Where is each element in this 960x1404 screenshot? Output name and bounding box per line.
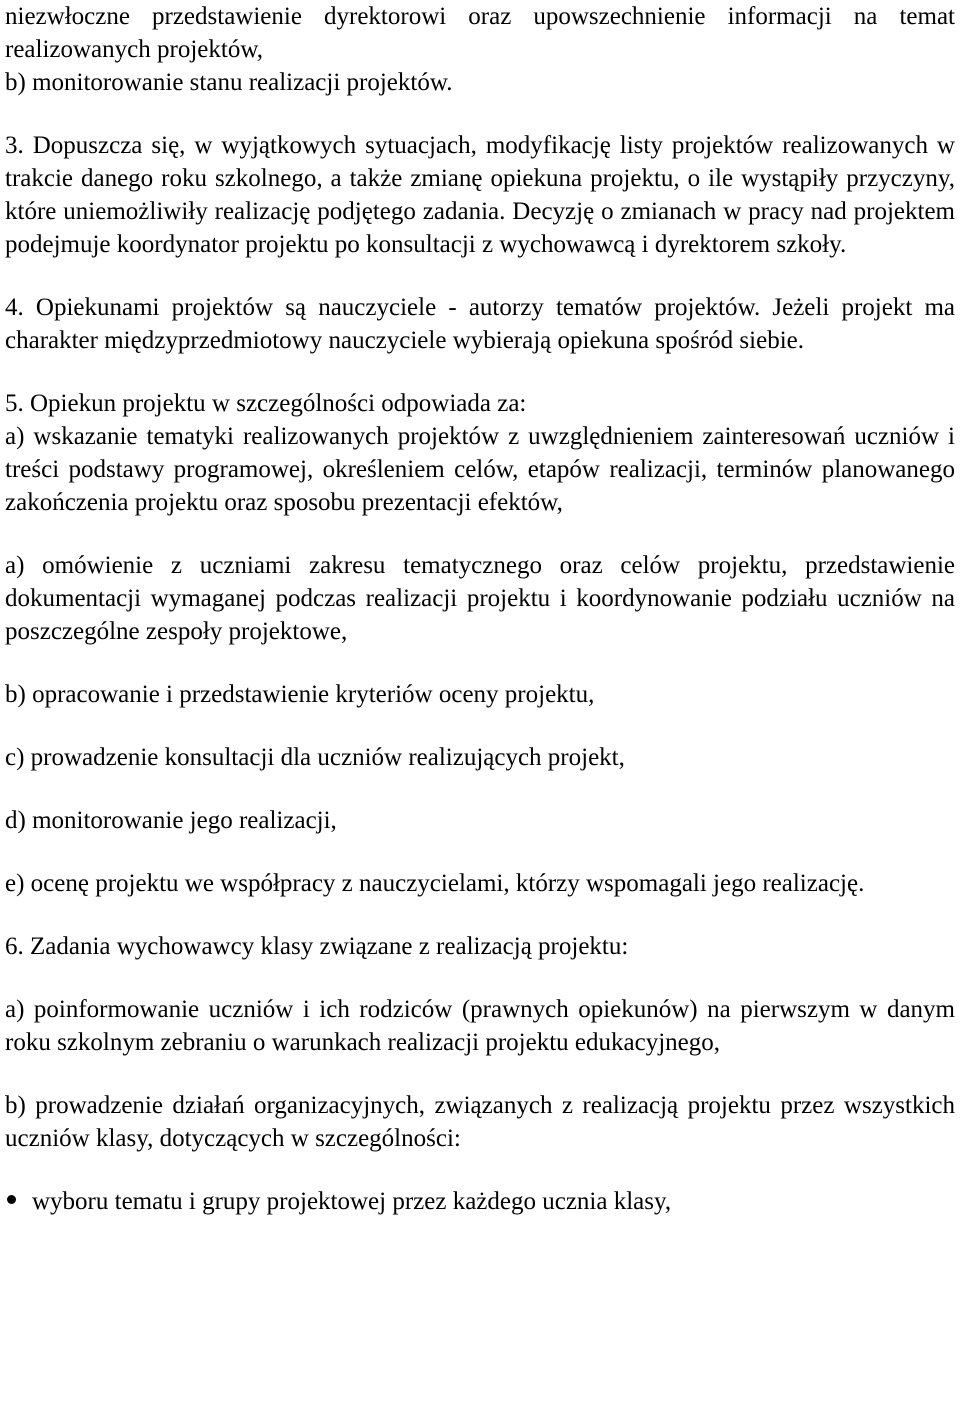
paragraph-5-item-a2: a) omówienie z uczniami zakresu tematycznego oraz celów projektu, przedstawienie dokumentacji wymaganej podczas realizacji projektu i koordynowanie podziału uczniów na poszczególne zespoły projektowe, — [5, 552, 955, 645]
paragraph-5: 5. Opiekun projektu w szczególności odpowiada za: — [5, 390, 527, 417]
bullet-text: wyboru tematu i grupy projektowej przez każdego ucznia klasy, — [32, 1188, 672, 1215]
bullet-list-item — [5, 1185, 955, 1218]
paragraph-item-b-monitoring: b) monitorowanie stanu realizacji projektów. — [5, 69, 453, 96]
paragraph-3: 3. Dopuszcza się, w wyjątkowych sytuacjach, modyfikację listy projektów realizowanych w trakcie danego roku szkolnego, a także zmianę opiekuna projektu, o ile wystąpiły przyczyny, które uniemożliwiły realizację podjętego zadania. Decyzję o zmianach w pracy nad projektem podejmuje koordynator projektu po konsultacji z wychowawcą i dyrektorem szkoły. — [5, 132, 955, 258]
paragraph-5-item-c: c) prowadzenie konsultacji dla uczniów realizujących projekt, — [5, 744, 625, 771]
paragraph-4: 4. Opiekunami projektów są nauczyciele - autorzy tematów projektów. Jeżeli projekt ma charakter międzyprzedmiotowy nauczyciele wybierają opiekuna spośród siebie. — [5, 294, 955, 354]
paragraph-5-item-d: d) monitorowanie jego realizacji, — [5, 807, 337, 834]
bullet-dot-icon — [7, 1195, 16, 1204]
paragraph-5-item-e: e) ocenę projektu we współpracy z nauczycielami, którzy wspomagali jego realizację. — [5, 870, 865, 897]
paragraph-5-item-b: b) opracowanie i przedstawienie kryteriów oceny projektu, — [5, 681, 595, 708]
paragraph-intro: niezwłoczne przedstawienie dyrektorowi oraz upowszechnienie informacji na temat realizowanych projektów, — [5, 3, 955, 63]
paragraph-6-item-a: a) poinformowanie uczniów i ich rodziców (prawnych opiekunów) na pierwszym w danym roku szkolnym zebraniu o warunkach realizacji projektu edukacyjnego, — [5, 996, 955, 1056]
paragraph-5-item-a: a) wskazanie tematyki realizowanych projektów z uwzględnieniem zainteresowań uczniów i treści podstawy programowej, określeniem celów, etapów realizacji, terminów planowanego zakończenia projektu oraz sposobu prezentacji efektów, — [5, 423, 955, 516]
paragraph-6: 6. Zadania wychowawcy klasy związane z realizacją projektu: — [5, 933, 629, 960]
paragraph-6-item-b: b) prowadzenie działań organizacyjnych, związanych z realizacją projektu przez wszystkich uczniów klasy, dotyczących w szczególności: — [5, 1092, 955, 1152]
